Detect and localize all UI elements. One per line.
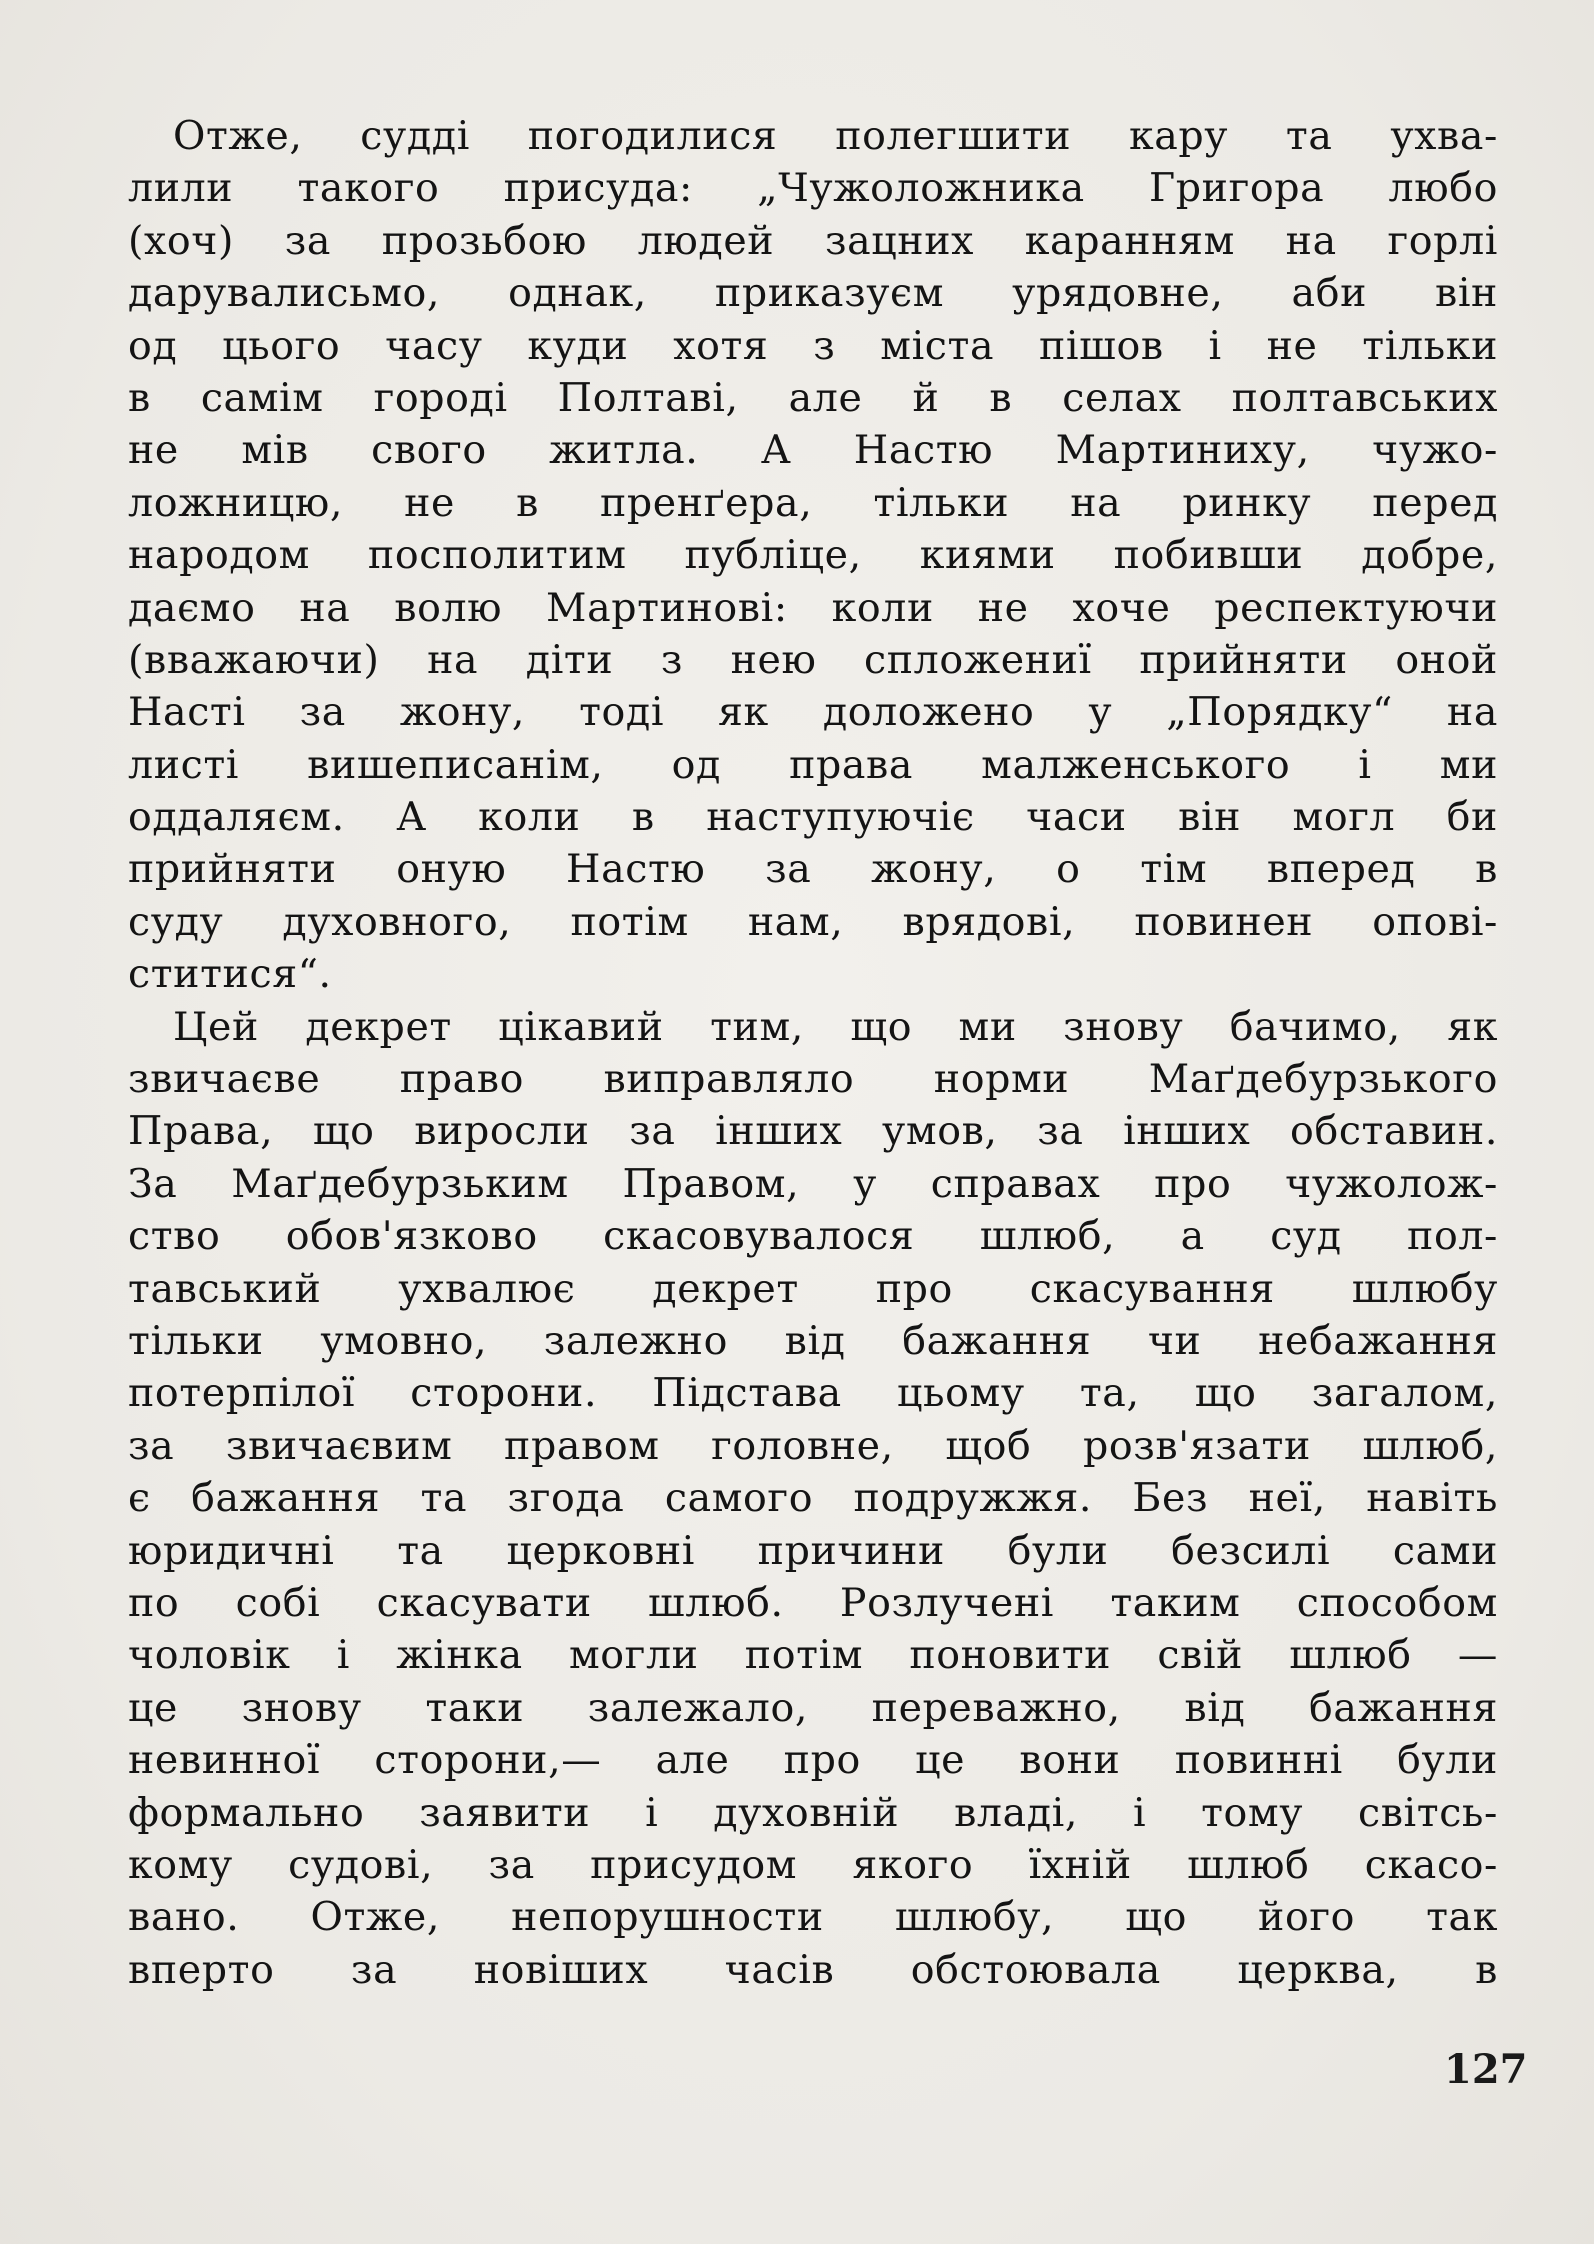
text-line: ститися“.	[128, 951, 332, 998]
text-line: лили такого присуда: „Чужоложника Григора любо	[128, 165, 1498, 212]
text-line: тавський ухвалює декрет про скасування шлюбу	[128, 1265, 1498, 1312]
text-line: суду духовного, потім нам, врядові, повинен опові-	[128, 898, 1498, 945]
text-line: Цей декрет цікавий тим, що ми знову бачимо, як	[173, 1003, 1498, 1050]
text-line: тільки умовно, залежно від бажання чи небажання	[128, 1317, 1498, 1364]
text-line: народом посполитим публіце, киями побивши добре,	[128, 532, 1498, 579]
text-line: ложницю, не в пренґера, тільки на ринку перед	[128, 479, 1498, 526]
text-line: за звичаєвим правом головне, щоб розв'язати шлюб,	[128, 1422, 1498, 1469]
text-line: потерпілої сторони. Підстава цьому та, що загалом,	[128, 1370, 1498, 1417]
text-line: (вважаючи) на діти з нею спложениї прийняти оной	[128, 636, 1498, 683]
text-line: не мів свого житла. А Настю Мартиниху, чужо-	[128, 427, 1498, 474]
text-line: За Маґдебурзьким Правом, у справах про чужолож-	[128, 1160, 1498, 1207]
text-line: кому судові, за присудом якого їхній шлюб скасо-	[128, 1841, 1498, 1888]
text-line: звичаєве право виправляло норми Маґдебурзького	[128, 1056, 1498, 1103]
text-line: юридичні та церковні причини були безсилі сами	[128, 1527, 1498, 1574]
text-line: є бажання та згода самого подружжя. Без неї, навіть	[128, 1475, 1498, 1522]
body-text	[128, 110, 1498, 1996]
text-line: ство обов'язково скасовувалося шлюб, а суд пол-	[128, 1213, 1498, 1260]
paragraph-1	[128, 110, 1498, 1001]
text-line: Насті за жону, тоді як доложено у „Порядку“ на	[128, 689, 1498, 736]
text-line: (хоч) за прозьбою людей зацних каранням на горлі	[128, 217, 1498, 264]
page-number: 127	[1444, 2046, 1528, 2093]
text-line: даємо на волю Мартинові: коли не хоче респектуючи	[128, 584, 1498, 631]
text-line: од цього часу куди хотя з міста пішов і не тільки	[128, 322, 1498, 369]
text-line: дарувалисьмо, однак, приказуєм урядовне, аби він	[128, 270, 1498, 317]
text-line: це знову таки залежало, переважно, від бажання	[128, 1684, 1498, 1731]
text-line: вано. Отже, непорушности шлюбу, що його так	[128, 1894, 1498, 1941]
text-line: по собі скасувати шлюб. Розлучені таким способом	[128, 1579, 1498, 1626]
text-line: Права, що виросли за інших умов, за інших обставин.	[128, 1108, 1498, 1155]
text-line: Отже, судді погодилися полегшити кару та ухва-	[173, 113, 1498, 159]
text-line: вперто за новіших часів обстоювала церква, в	[128, 1946, 1498, 1993]
text-line: оддаляєм. А коли в наступуючіє часи він могл би	[128, 794, 1498, 841]
text-line: прийняти оную Настю за жону, о тім вперед в	[128, 846, 1498, 893]
paragraph-2	[128, 1001, 1498, 1996]
text-line: в самім городі Полтаві, але й в селах полтавських	[128, 374, 1498, 421]
text-line: невинної сторони,— але про це вони повинні були	[128, 1737, 1498, 1784]
text-line: формально заявити і духовній владі, і тому світсь-	[128, 1789, 1498, 1836]
text-line: листі вишеписанім, од права малженського і ми	[128, 741, 1498, 788]
text-line: чоловік і жінка могли потім поновити свій шлюб —	[128, 1632, 1498, 1679]
